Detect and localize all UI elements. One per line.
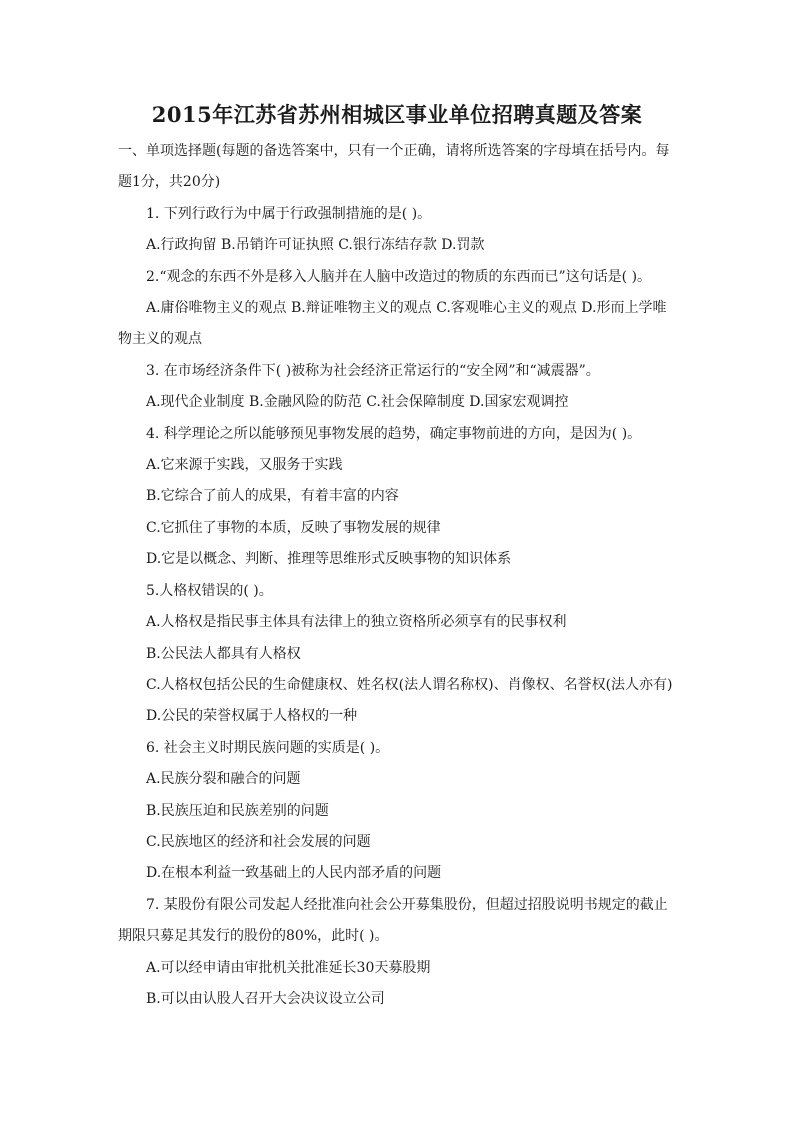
document-line: A.现代企业制度 B.金融风险的防范 C.社会保障制度 D.国家宏观调控 (146, 394, 569, 411)
document-title: 2015年江苏省苏州相城区事业单位招聘真题及答案 (151, 102, 643, 127)
document-line: 6. 社会主义时期民族问题的实质是( )。 (146, 739, 390, 756)
document-line: D.它是以概念、判断、推理等思维形式反映事物的知识体系 (146, 551, 512, 568)
document-line: 期限只募足其发行的股份的80%，此时( )。 (118, 928, 389, 945)
document-line: C.它抓住了事物的本质，反映了事物发展的规律 (146, 519, 441, 536)
document-line: A.可以经申请由审批机关批准延长30天募股期 (146, 959, 431, 976)
document-line: D.在根本利益一致基础上的人民内部矛盾的问题 (146, 865, 442, 882)
document-line: B.民族压迫和民族差别的问题 (146, 802, 329, 819)
document-line: C.人格权包括公民的生命健康权、姓名权(法人谓名称权)、肖像权、名誉权(法人亦有) (146, 676, 673, 693)
document-line: 一、单项选择题(每题的备选答案中，只有一个正确，请将所选答案的字母填在括号内。每 (118, 143, 670, 159)
document-line: A.行政拘留 B.吊销许可证执照 C.银行冻结存款 D.罚款 (146, 237, 485, 254)
document-line: A.它来源于实践，又服务于实践 (146, 457, 343, 474)
document-line: 5.人格权错误的( )。 (146, 582, 273, 599)
document-line: 物主义的观点 (118, 331, 202, 348)
document-line: D.公民的荣誉权属于人格权的一种 (146, 708, 358, 725)
document-line: A.人格权是指民事主体具有法律上的独立资格所必须享有的民事权利 (146, 614, 567, 631)
document-line: B.可以由认股人召开大会决议设立公司 (146, 990, 385, 1007)
document-line: 题1分，共20分) (118, 174, 221, 191)
document-line: B.它综合了前人的成果，有着丰富的内容 (146, 488, 399, 505)
document-line: A.民族分裂和融合的问题 (146, 771, 301, 788)
document-line: 1. 下列行政行为中属于行政强制措施的是( )。 (146, 205, 432, 222)
document-body (118, 136, 676, 1015)
document-line: 3. 在市场经济条件下( )被称为社会经济正常运行的“安全网”和“减震器”。 (146, 362, 600, 379)
document-line: 2.“观念的东西不外是移入人脑并在人脑中改造过的物质的东西而已”这句话是( )。 (146, 268, 652, 285)
document-line: 4. 科学理论之所以能够预见事物发展的趋势，确定事物前进的方向，是因为( )。 (146, 425, 642, 442)
document-line: C.民族地区的经济和社会发展的问题 (146, 833, 371, 850)
document-line: 7. 某股份有限公司发起人经批准向社会公开募集股份，但超过招股说明书规定的截止 (146, 896, 668, 913)
document-line: B.公民法人都具有人格权 (146, 645, 301, 662)
document-line: A.庸俗唯物主义的观点 B.辩证唯物主义的观点 C.客观唯心主义的观点 D.形而上学唯 (146, 300, 667, 317)
